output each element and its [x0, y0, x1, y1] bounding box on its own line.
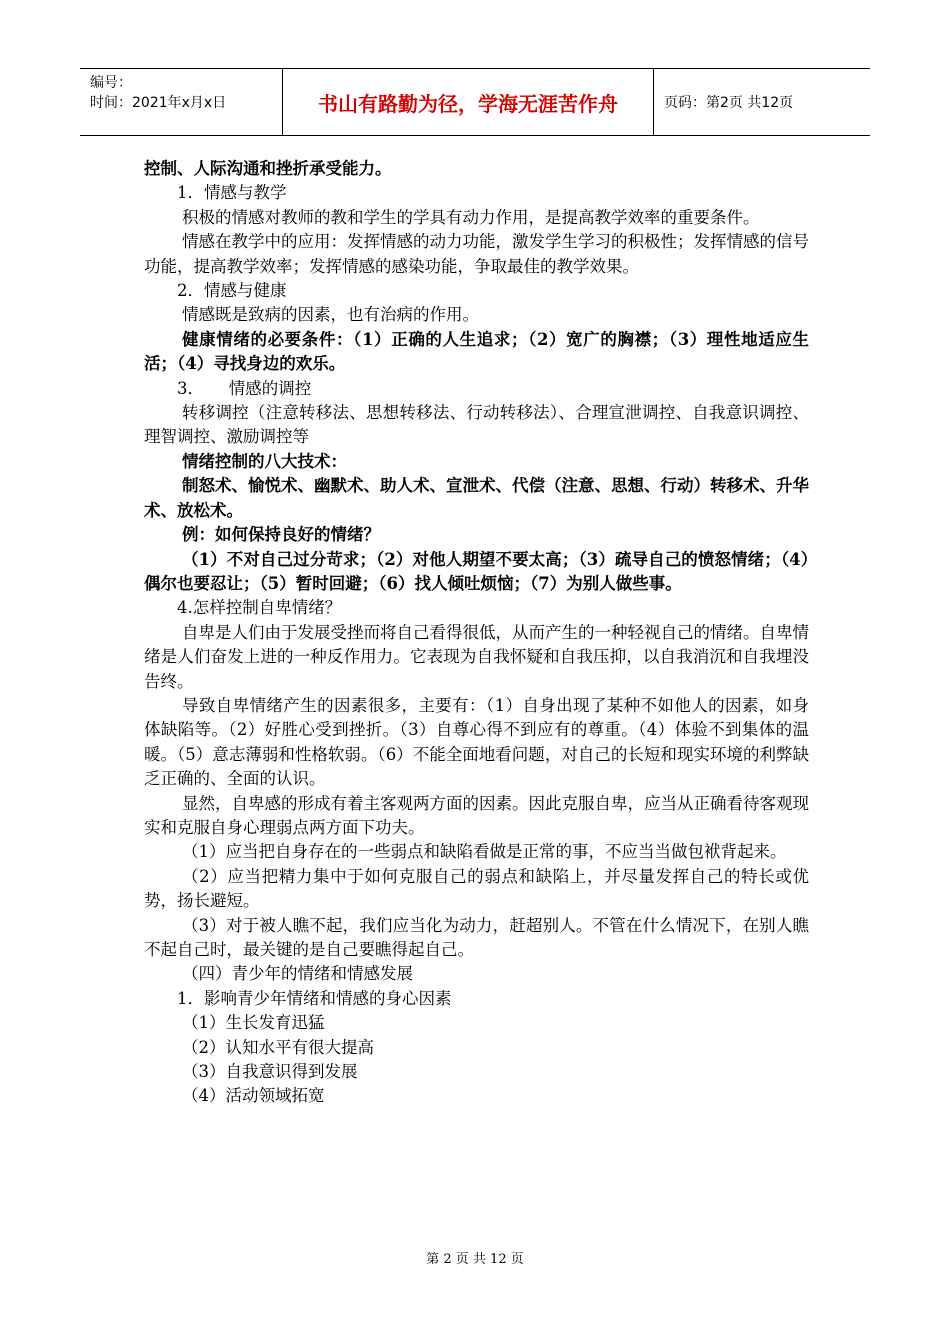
paragraph: 情感在教学中的应用：发挥情感的动力功能，激发学生学习的积极性；发挥情感的信号功能，提高教学效率；发挥情感的感染功能，争取最佳的教学效果。 — [144, 232, 809, 276]
section-heading: 1．情感与教学 — [177, 183, 287, 203]
list-item: （3）自我意识得到发展 — [182, 1062, 358, 1082]
page-header — [80, 68, 870, 136]
paragraph: （1）应当把自身存在的一些弱点和缺陷看做是正常的事，不应当当做包袱背起来。 — [182, 842, 787, 862]
paragraph: 自卑是人们由于发展受挫而将自己看得很低，从而产生的一种轻视自己的情绪。自卑情绪是人们奋发上进的一种反作用力。它表现为自我怀疑和自我压抑，以自我消沉和自我埋没告终。 — [144, 622, 809, 691]
paragraph: 健康情绪的必要条件：（1）正确的人生追求；（2）宽广的胸襟；（3）理性地适应生活；（4）寻找身边的欢乐。 — [144, 329, 809, 374]
paragraph: 积极的情感对教师的教和学生的学具有动力作用，是提高教学效率的重要条件。 — [182, 207, 760, 227]
section-heading: 4.怎样控制自卑情绪？ — [177, 598, 342, 618]
section-heading: （四）青少年的情绪和情感发展 — [182, 964, 413, 984]
header-page-info: 页码：第2页 共12页 — [664, 95, 794, 111]
paragraph: （3）对于被人瞧不起，我们应当化为动力，赶超别人。不管在什么情况下，在别人瞧不起自己时，最关键的是自己要瞧得起自己。 — [144, 915, 809, 959]
paragraph: （1）不对自己过分苛求；（2）对他人期望不要太高；（3）疏导自己的愤怒情绪；（4）偶尔也要忍让；（5）暂时回避；（6）找人倾吐烦恼；（7）为别人做些事。 — [144, 549, 809, 593]
paragraph: 情绪控制的八大技术： — [182, 451, 347, 471]
paragraph: 导致自卑情绪产生的因素很多，主要有：（1）自身出现了某种不如他人的因素，如身体缺陷等。（2）好胜心受到挫折。（3）自尊心得不到应有的尊重。（4）体验不到集体的温暖。（5）意志薄弱和性格软弱。（6）不能全面地看问题，对自己的长短和现实环境的利弊缺乏正确的、全面的认识。 — [144, 695, 809, 789]
section-heading: 3． 情感的调控 — [177, 378, 312, 398]
paragraph: （2）应当把精力集中于如何克服自己的弱点和缺陷上，并尽量发挥自己的特长或优势，扬长避短。 — [144, 866, 809, 911]
list-item: （1）生长发育迅猛 — [182, 1013, 325, 1033]
paragraph: 情感既是致病的因素，也有治病的作用。 — [182, 305, 479, 325]
doc-time-label: 时间：2021年x月x日 — [90, 95, 227, 111]
paragraph: 控制、人际沟通和挫折承受能力。 — [144, 159, 392, 178]
section-heading: 1．影响青少年情绪和情感的身心因素 — [177, 988, 452, 1008]
document-body — [144, 157, 809, 1109]
paragraph: 转移调控（注意转移法、思想转移法、行动转移法）、合理宣泄调控、自我意识调控、理智调控、激励调控等 — [144, 403, 809, 447]
paragraph: 例：如何保持良好的情绪？ — [182, 525, 380, 545]
list-item: （4）活动领域拓宽 — [182, 1086, 325, 1106]
header-meta — [80, 69, 282, 135]
page-footer: 第 2 页 共 12 页 — [426, 1252, 524, 1267]
section-heading: 2．情感与健康 — [177, 281, 287, 301]
paragraph: 制怒术、愉悦术、幽默术、助人术、宣泄术、代偿（注意、思想、行动）转移术、升华术、放松术。 — [144, 476, 809, 520]
list-item: （2）认知水平有很大提高 — [182, 1037, 374, 1057]
header-motto: 书山有路勤为径，学海无涯苦作舟 — [282, 69, 654, 135]
doc-code-label: 编号： — [90, 75, 132, 91]
paragraph: 显然，自卑感的形成有着主客观两方面的因素。因此克服自卑，应当从正确看待客观现实和克服自身心理弱点两方面下功夫。 — [144, 793, 809, 837]
